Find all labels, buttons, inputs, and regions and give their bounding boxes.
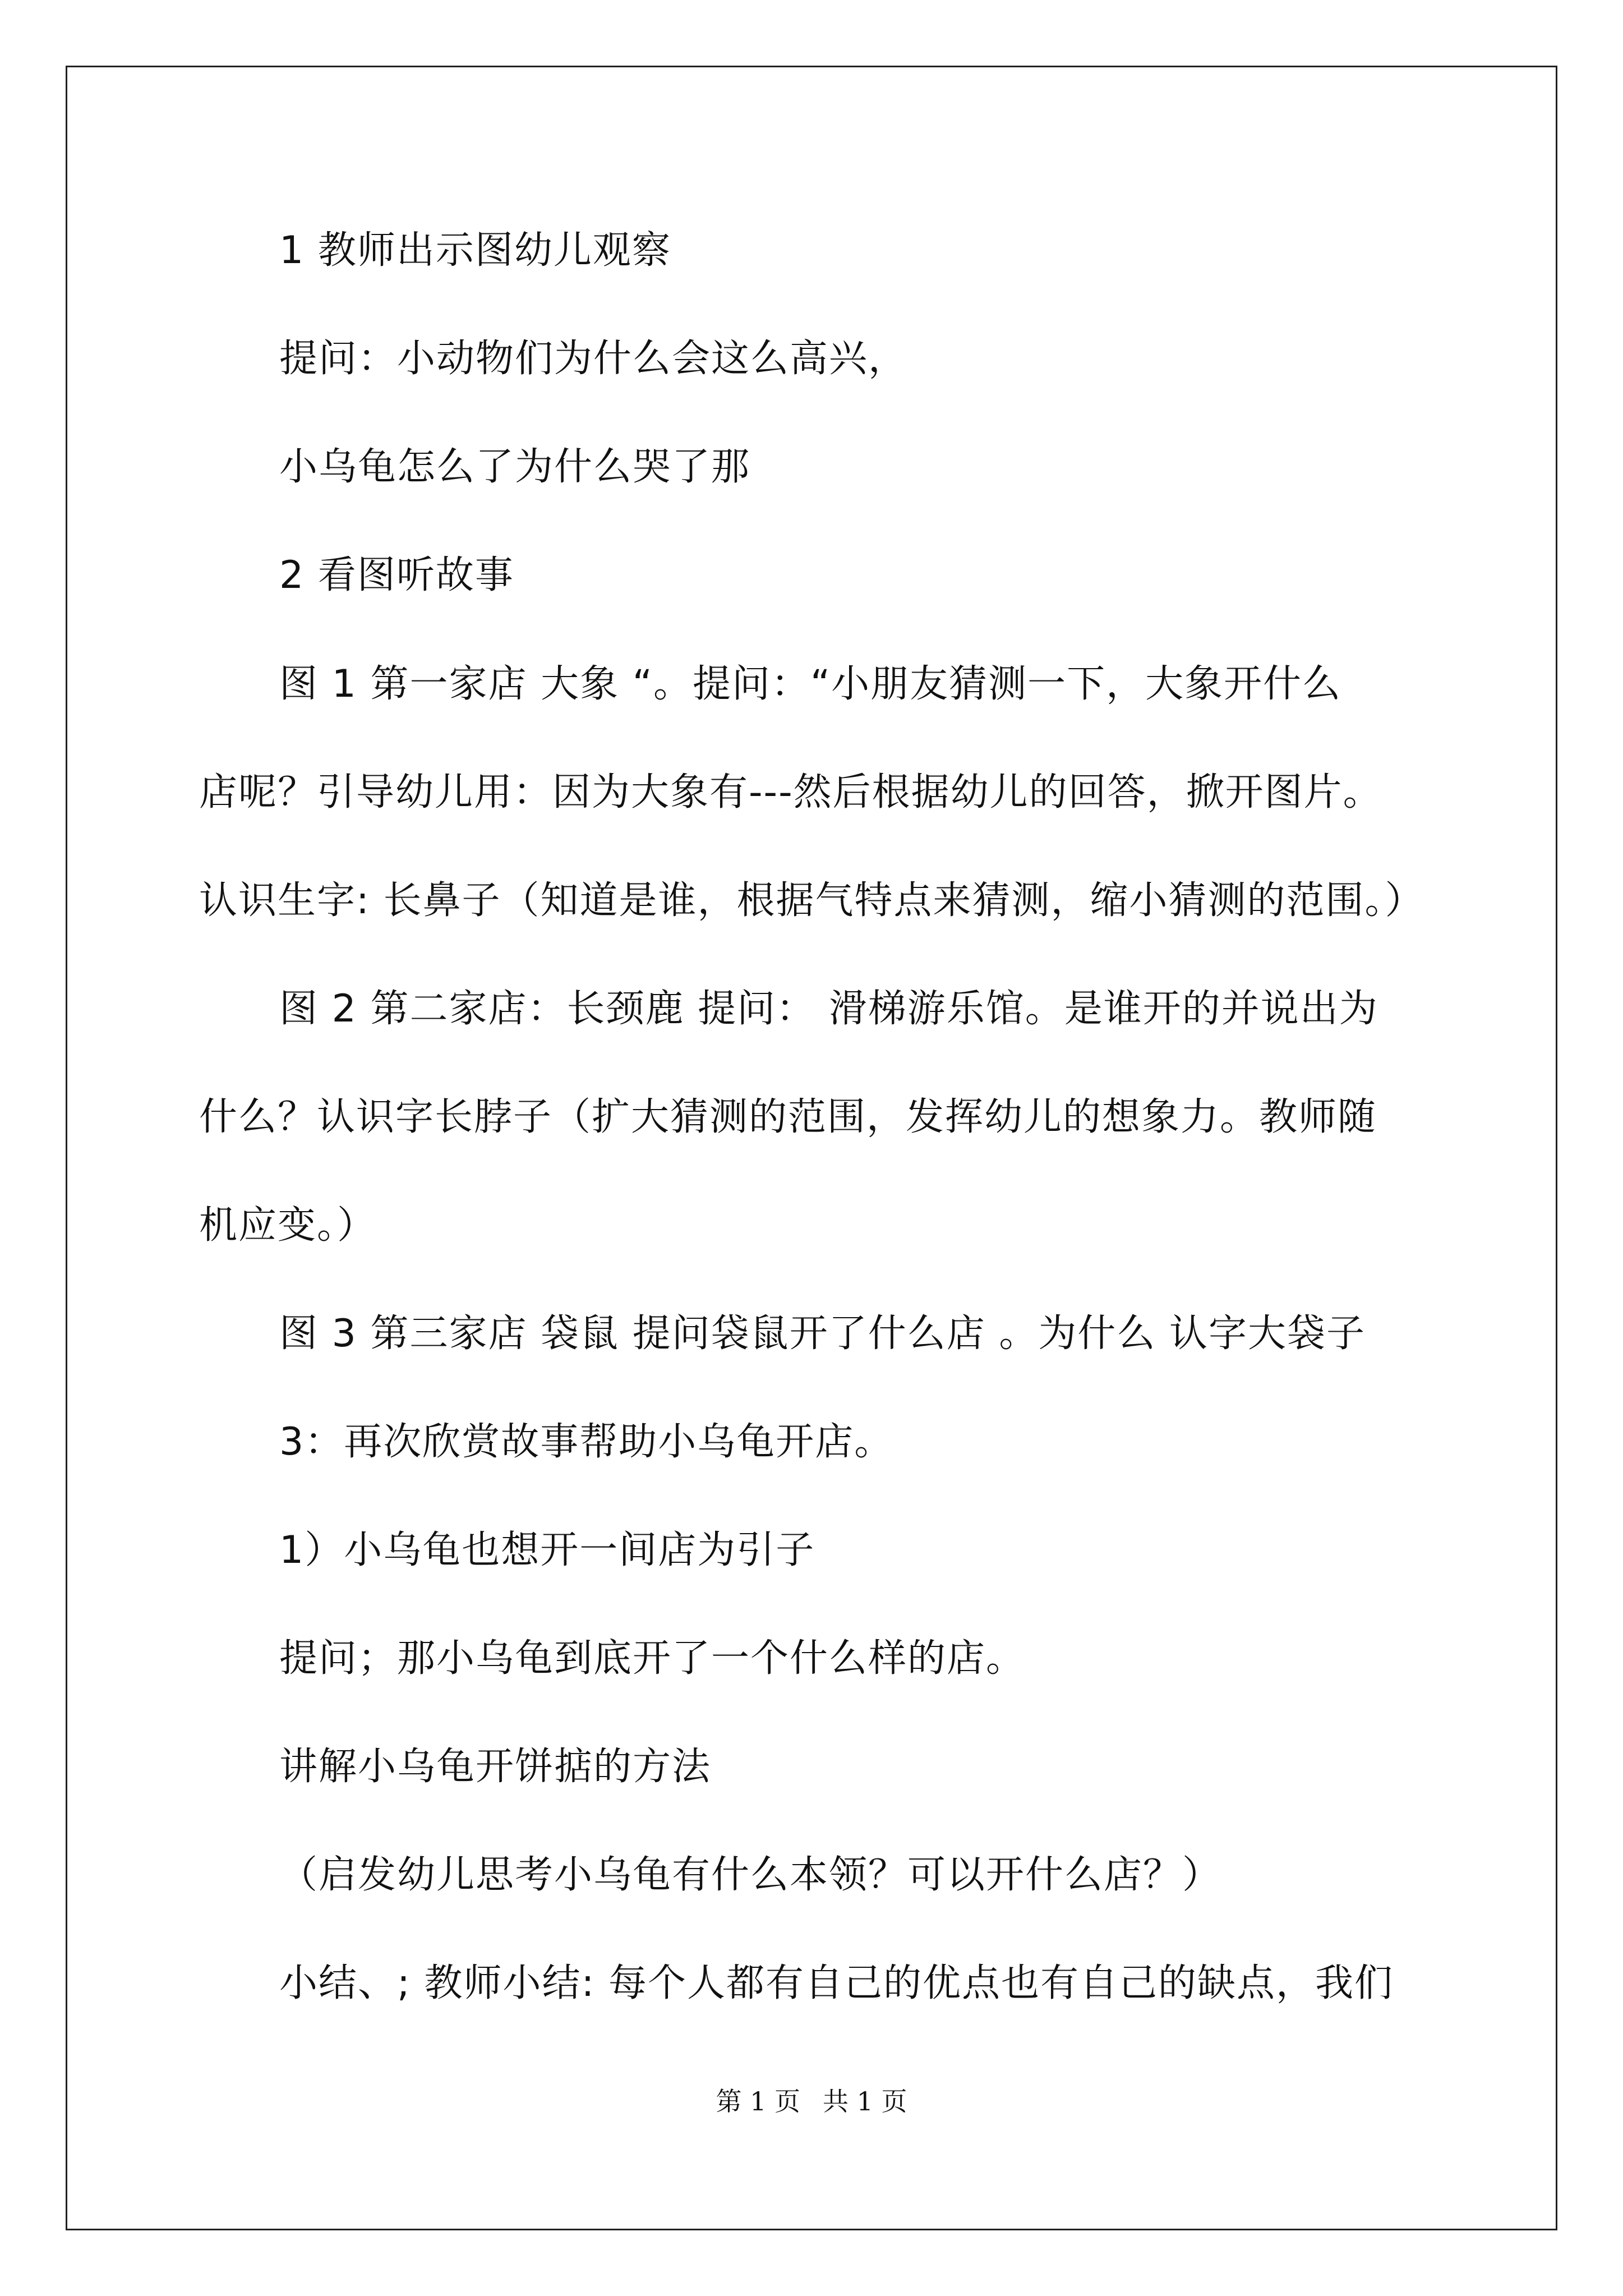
line-14: 提问；那小乌龟到底开了一个什么样的店。 <box>279 1636 1026 1681</box>
line-3: 小乌龟怎么了为什么哭了那 <box>279 445 751 489</box>
line-7: 认识生字: 长鼻子（知道是谁，根据气特点来猜测，缩小猜测的范围。） <box>199 878 1424 923</box>
line-6: 店呢？引导幼儿用：因为大象有---然后根据幼儿的回答，掀开图片。 <box>199 770 1382 815</box>
page-number: 第 1 页 <box>716 2086 800 2116</box>
line-4: 2 看图听故事 <box>279 553 514 597</box>
page-total: 共 1 页 <box>823 2086 907 2116</box>
line-8: 图 2 第二家店：长颈鹿 提问： 滑梯游乐馆。是谁开的并说出为 <box>279 987 1378 1031</box>
line-13: 1）小乌龟也想开一间店为引子 <box>279 1528 815 1572</box>
line-5: 图 1 第一家店 大象 “。提问：“小朋友猜测一下，大象开什么 <box>279 662 1342 706</box>
line-15: 讲解小乌龟开饼掂的方法 <box>279 1745 712 1789</box>
line-12: 3：再次欣赏故事帮助小乌龟开店。 <box>279 1420 894 1464</box>
line-10: 机应变。） <box>199 1203 377 1248</box>
line-9: 什么？认识字长脖子（扩大猜测的范围，发挥幼儿的想象力。教师随 <box>199 1095 1377 1139</box>
page-border <box>66 66 1557 2230</box>
line-11: 图 3 第三家店 袋鼠 提问袋鼠开了什么店 。为什么 认字大袋子 <box>279 1312 1366 1356</box>
page-footer <box>0 2088 1623 2114</box>
line-2: 提问：小动物们为什么会这么高兴， <box>279 337 908 381</box>
line-1: 1 教师出示图幼儿观察 <box>279 228 671 273</box>
line-17: 小结、; 教师小结: 每个人都有自己的优点也有自己的缺点，我们 <box>279 1961 1394 2005</box>
line-16: （启发幼儿思考小乌龟有什么本领？可以开什么店？） <box>279 1853 1222 1897</box>
